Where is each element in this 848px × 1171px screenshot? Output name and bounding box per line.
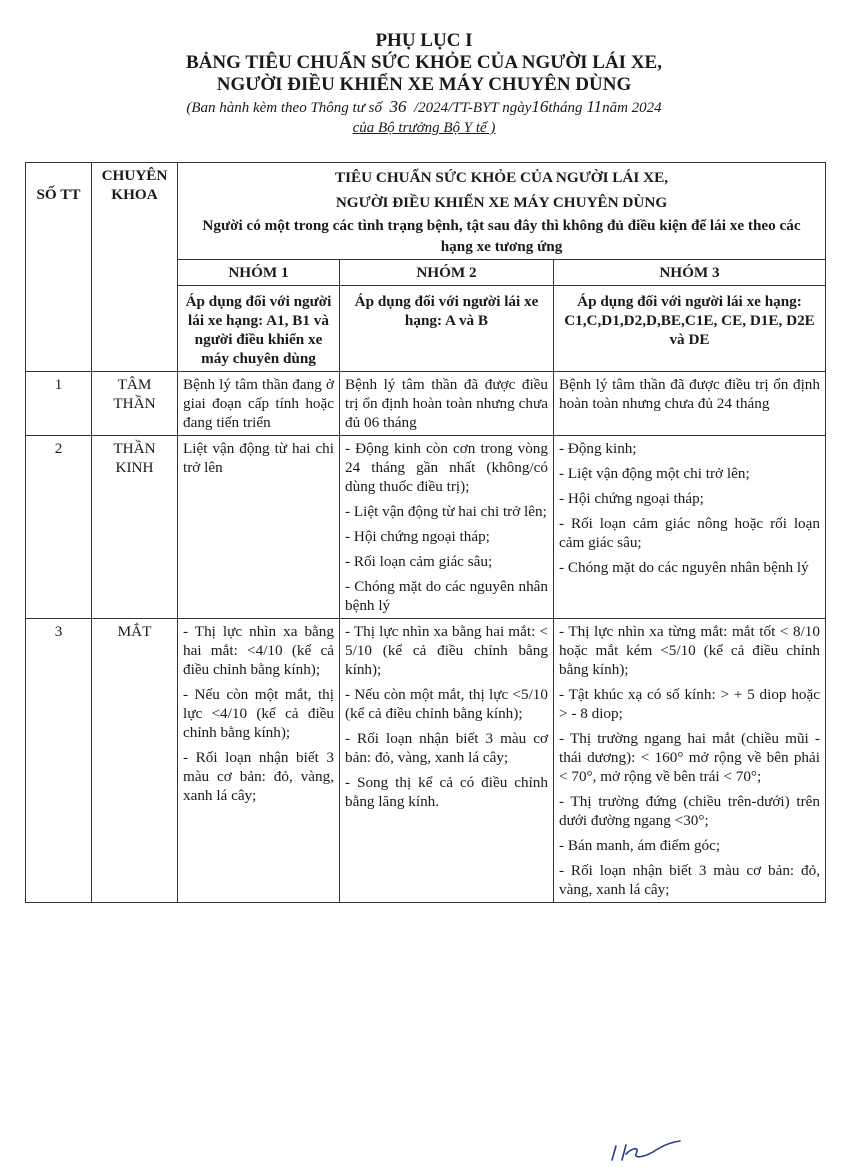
document-header	[0, 30, 848, 138]
row-2-number: 2	[26, 436, 92, 619]
row-2-group-2	[340, 436, 554, 619]
issuance-prefix: (Ban hành kèm theo Thông tư số	[186, 100, 382, 116]
row-1-group-3	[554, 372, 826, 436]
criterion: - Chóng mặt do các nguyên nhân bệnh lý	[345, 578, 548, 614]
health-standards-table	[25, 162, 826, 903]
group-1-name: NHÓM 1	[178, 260, 340, 286]
criterion: - Động kinh còn cơn trong vòng 24 tháng gần nhất (không/có dùng thuốc điều trị);	[345, 440, 548, 495]
table-row	[26, 619, 826, 903]
initials-signature	[606, 1138, 684, 1164]
row-3-group-1	[178, 619, 340, 903]
criterion: - Nếu còn một mắt, thị lực <5/10 (kể cả điều chỉnh bằng kính);	[345, 686, 548, 722]
criterion: - Liệt vận động một chi trở lên;	[559, 465, 750, 482]
criterion: - Hội chứng ngoại tháp;	[559, 490, 704, 507]
criterion: - Thị lực nhìn xa bằng hai mắt: <4/10 (kể cả điều chỉnh bằng kính);	[183, 623, 334, 678]
row-1-group-2	[340, 372, 554, 436]
issuance-mid: /2024/TT-BYT ngày	[414, 100, 532, 116]
criterion: - Rối loạn nhận biết 3 màu cơ bản: đỏ, vàng, xanh lá cây;	[559, 862, 820, 898]
document-title-line-1: BẢNG TIÊU CHUẨN SỨC KHỎE CỦA NGƯỜI LÁI XE,	[186, 52, 662, 73]
criterion: - Rối loạn nhận biết 3 màu cơ bản: đỏ, vàng, xanh lá cây;	[345, 730, 548, 766]
issuance-day: 16	[531, 97, 549, 116]
group-3-name: NHÓM 3	[554, 260, 826, 286]
row-2-group-1	[178, 436, 340, 619]
table-row	[26, 372, 826, 436]
issuance-year: năm 2024	[602, 100, 662, 116]
criterion: Bệnh lý tâm thần đã được điều trị ổn định hoàn toàn nhưng chưa đủ 06 tháng	[345, 376, 548, 431]
criterion: - Động kinh;	[559, 440, 637, 457]
criterion: - Chóng mặt do các nguyên nhân bệnh lý	[559, 559, 809, 576]
criterion: - Thị lực nhìn xa từng mắt: mắt tốt < 8/10 hoặc mắt kém <5/10 (kể cả điều chỉnh bằng kính);	[559, 623, 820, 678]
issuer-line: của Bộ trưởng Bộ Y tế )	[352, 120, 496, 136]
criterion: - Song thị kể cả có điều chỉnh bằng lăng kính.	[345, 774, 548, 810]
criterion: - Rối loạn cảm giác nông hoặc rối loạn cảm giác sâu;	[559, 515, 820, 551]
row-2-specialty: THẦN KINH	[92, 436, 178, 619]
standard-title-line-2: NGƯỜI ĐIỀU KHIỂN XE MÁY CHUYÊN DÙNG	[335, 194, 668, 211]
row-1-group-1	[178, 372, 340, 436]
row-2-group-3	[554, 436, 826, 619]
criterion: - Rối loạn cảm giác sâu;	[345, 553, 493, 570]
month-word: tháng	[548, 100, 583, 116]
group-2-name: NHÓM 2	[340, 260, 554, 286]
row-3-specialty: MẮT	[92, 619, 178, 903]
criterion: - Rối loạn nhận biết 3 màu cơ bản: đỏ, vàng, xanh lá cây;	[183, 749, 334, 804]
table-header-row	[26, 163, 826, 260]
row-3-group-3	[554, 619, 826, 903]
row-1-number: 1	[26, 372, 92, 436]
criterion: Bệnh lý tâm thần đã được điều trị ổn định hoàn toàn nhưng chưa đủ 24 tháng	[559, 376, 820, 412]
document-title-line-2: NGƯỜI ĐIỀU KHIỂN XE MÁY CHUYÊN DÙNG	[216, 74, 632, 95]
criterion: Liệt vận động từ hai chi trở lên	[183, 440, 334, 476]
criterion: - Thị lực nhìn xa bằng hai mắt: < 5/10 (kể cả điều chỉnh bằng kính);	[345, 623, 548, 678]
appendix-title: PHỤ LỤC I	[375, 30, 473, 51]
row-3-number: 3	[26, 619, 92, 903]
circular-number: 36	[389, 97, 407, 116]
row-3-group-2	[340, 619, 554, 903]
criterion: - Nếu còn một mắt, thị lực <4/10 (kể cả điều chỉnh bằng kính);	[183, 686, 334, 741]
standard-note: Người có một trong các tình trạng bệnh, tật sau đây thì không đủ điều kiện để lái xe theo các hạng xe tương ứng	[202, 217, 801, 255]
criterion: - Thị trường ngang hai mắt (chiều mũi - thái dương): < 160° mở rộng về bên phải < 70°, mở rộng về bên trái < 70°;	[559, 730, 820, 785]
standard-header	[178, 163, 826, 260]
criterion: - Hội chứng ngoại tháp;	[345, 528, 490, 545]
criterion: - Bán manh, ám điểm góc;	[559, 837, 721, 854]
row-1-specialty: TÂM THẦN	[92, 372, 178, 436]
group-1-description: Áp dụng đối với người lái xe hạng: A1, B1 và người điều khiển xe máy chuyên dùng	[178, 286, 340, 372]
criterion: - Thị trường đứng (chiều trên-dưới) trên dưới đường ngang <30°;	[559, 793, 820, 829]
issuance-line	[0, 97, 848, 118]
group-3-description: Áp dụng đối với người lái xe hạng: C1,C,D1,D2,D,BE,C1E, CE, D1E, D2E và DE	[554, 286, 826, 372]
table-row	[26, 436, 826, 619]
column-header-stt: SỐ TT	[26, 163, 92, 372]
criterion: Bệnh lý tâm thần đang ở giai đoạn cấp tính hoặc đang tiến triển	[183, 376, 334, 431]
criterion: - Liệt vận động từ hai chi trở lên;	[345, 503, 547, 520]
issuance-month: 11	[586, 97, 603, 116]
column-header-specialty: CHUYÊN KHOA	[92, 163, 178, 372]
standard-title-line-1: TIÊU CHUẨN SỨC KHỎE CỦA NGƯỜI LÁI XE,	[334, 169, 669, 186]
criterion: - Tật khúc xạ có số kính: > + 5 diop hoặc > - 8 diop;	[559, 686, 820, 722]
group-2-description: Áp dụng đối với người lái xe hạng: A và B	[340, 286, 554, 372]
